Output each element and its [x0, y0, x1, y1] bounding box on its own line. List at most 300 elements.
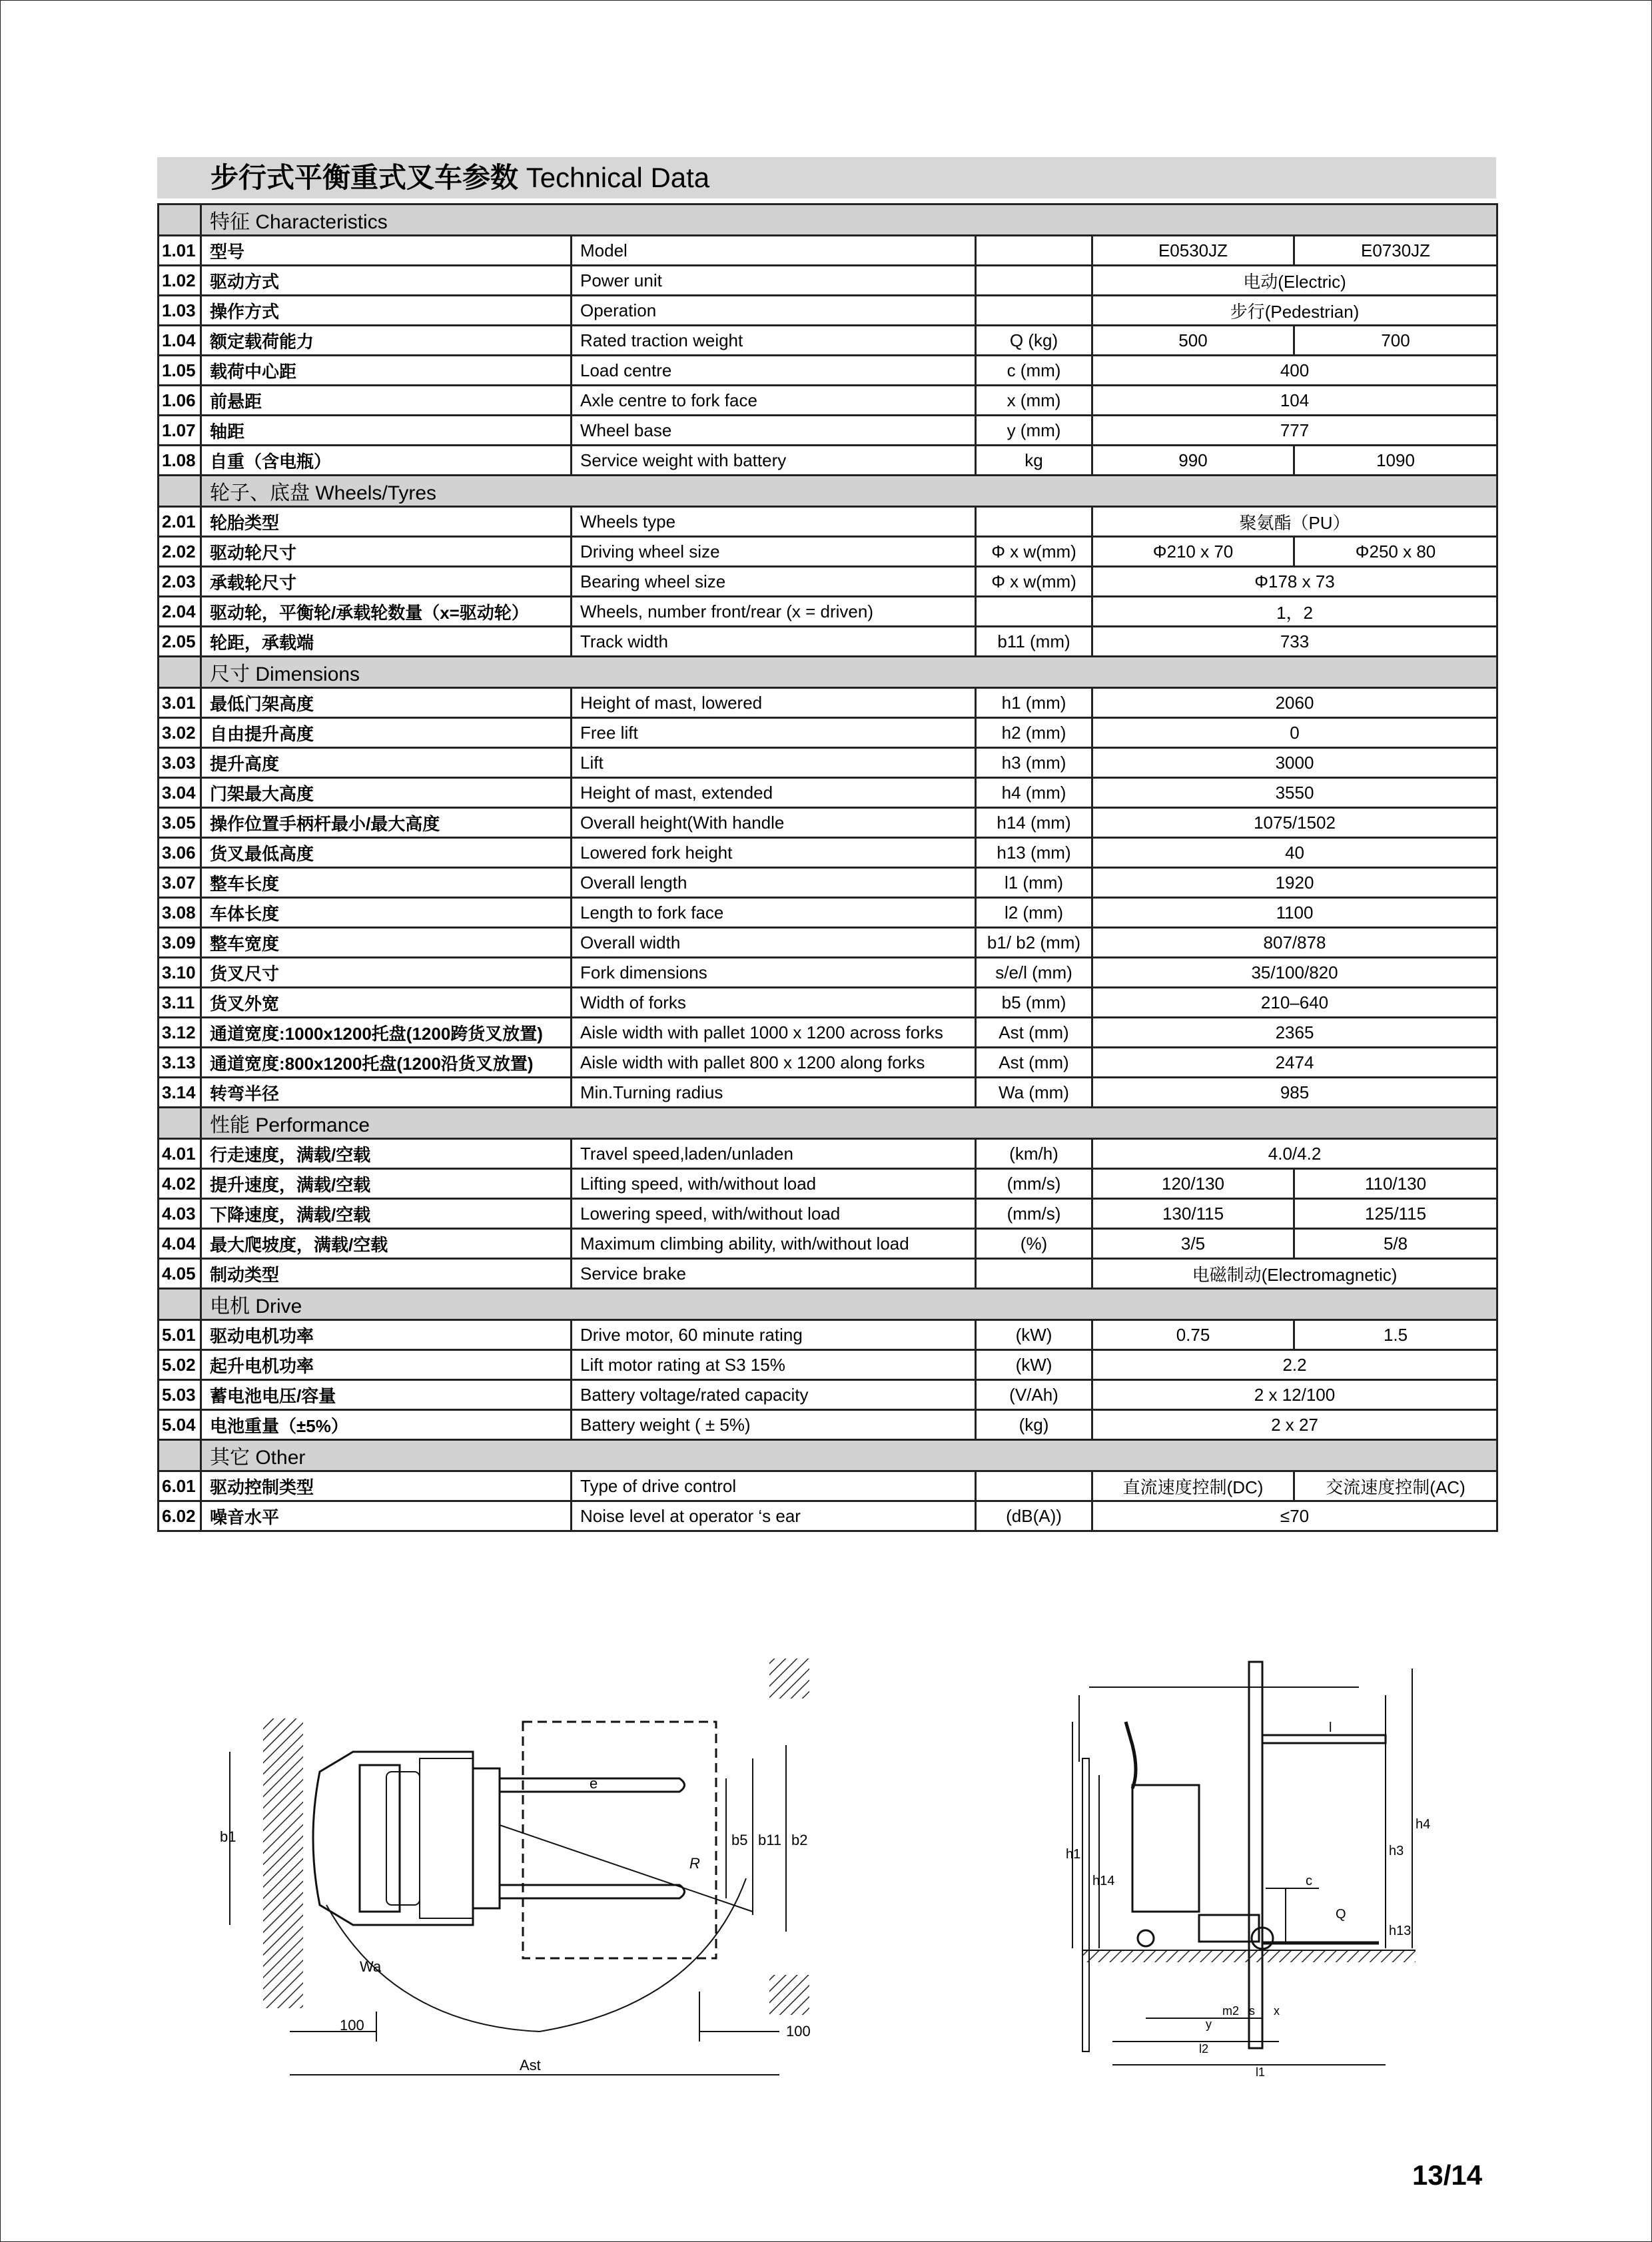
spec-value: 500: [1092, 326, 1294, 356]
wall-hatch: [263, 1718, 303, 2008]
turning-arc: [326, 1878, 746, 2032]
battery-compartment: [360, 1765, 400, 1912]
spec-name-zh: 起升电机功率: [201, 1350, 572, 1380]
spec-name-zh: 最大爬坡度，满载/空载: [201, 1229, 572, 1259]
spec-name-en: Axle centre to fork face: [572, 386, 976, 416]
dim-label-h1: h1: [1066, 1847, 1081, 1862]
dim-label-b5: b5: [731, 1832, 748, 1848]
spec-number: 1.07: [159, 416, 201, 446]
spec-value: 3000: [1092, 748, 1497, 778]
spec-row: [159, 898, 1497, 928]
spec-name-zh: 自由提升高度: [201, 718, 572, 748]
spec-name-en: Track width: [572, 627, 976, 657]
spec-row: [159, 1229, 1497, 1259]
spec-name-en: Type of drive control: [572, 1471, 976, 1501]
spec-number: 2.01: [159, 507, 201, 537]
spec-row: [159, 1199, 1497, 1229]
spec-unit: (mm/s): [976, 1169, 1092, 1199]
spec-row: [159, 567, 1497, 597]
spec-value: 985: [1092, 1078, 1497, 1108]
spec-unit: [976, 236, 1092, 266]
spec-value: 1100: [1092, 898, 1497, 928]
spec-unit: kg: [976, 446, 1092, 476]
dim-label-y: y: [1206, 2018, 1212, 2031]
wall-hatch: [769, 1659, 809, 1698]
spec-value: 3550: [1092, 778, 1497, 808]
spec-name-zh: 额定载荷能力: [201, 326, 572, 356]
section-title: 性能 Performance: [201, 1108, 1497, 1139]
section-header-row: [159, 1289, 1497, 1320]
section-spacer: [159, 204, 201, 236]
truck-body: [313, 1752, 473, 1925]
spec-unit: l2 (mm): [976, 898, 1092, 928]
spec-name-zh: 驱动控制类型: [201, 1471, 572, 1501]
wall-hatch: [769, 1975, 809, 2015]
dim-label-l2: l2: [1199, 2042, 1209, 2055]
spec-number: 4.02: [159, 1169, 201, 1199]
spec-name-en: Battery weight ( ± 5%): [572, 1410, 976, 1440]
spec-value: 2365: [1092, 1018, 1497, 1048]
spec-name-zh: 型号: [201, 236, 572, 266]
spec-number: 5.04: [159, 1410, 201, 1440]
spec-row: [159, 326, 1497, 356]
spec-value: 2060: [1092, 688, 1497, 718]
spec-unit: h1 (mm): [976, 688, 1092, 718]
spec-value: 0: [1092, 718, 1497, 748]
spec-name-en: Load centre: [572, 356, 976, 386]
spec-name-zh: 操作位置手柄杆最小/最大高度: [201, 808, 572, 838]
spec-name-en: Overall width: [572, 928, 976, 958]
spec-name-zh: 整车长度: [201, 868, 572, 898]
spec-name-en: Travel speed,laden/unladen: [572, 1139, 976, 1169]
spec-number: 1.08: [159, 446, 201, 476]
spec-unit: (V/Ah): [976, 1380, 1092, 1410]
spec-row: [159, 1169, 1497, 1199]
spec-name-en: Width of forks: [572, 988, 976, 1018]
spec-value: ≤70: [1092, 1501, 1497, 1531]
spec-value: 733: [1092, 627, 1497, 657]
spec-number: 3.10: [159, 958, 201, 988]
spec-value: 210–640: [1092, 988, 1497, 1018]
spec-number: 3.02: [159, 718, 201, 748]
spec-number: 3.11: [159, 988, 201, 1018]
spec-name-en: Power unit: [572, 266, 976, 296]
spec-name-zh: 轮距，承载端: [201, 627, 572, 657]
spec-name-zh: 驱动轮，平衡轮/承载轮数量（x=驱动轮）: [201, 597, 572, 627]
spec-value: 直流速度控制(DC): [1092, 1471, 1294, 1501]
spec-unit: (mm/s): [976, 1199, 1092, 1229]
spec-value: 1.5: [1294, 1320, 1497, 1350]
spec-unit: [976, 266, 1092, 296]
spec-value: E0730JZ: [1294, 236, 1497, 266]
spec-value: Φ178 x 73: [1092, 567, 1497, 597]
spec-unit: (km/h): [976, 1139, 1092, 1169]
spec-name-zh: 货叉外宽: [201, 988, 572, 1018]
spec-number: 1.06: [159, 386, 201, 416]
spec-name-en: Lifting speed, with/without load: [572, 1169, 976, 1199]
spec-unit: (dB(A)): [976, 1501, 1092, 1531]
spec-value: 400: [1092, 356, 1497, 386]
spec-name-en: Aisle width with pallet 800 x 1200 along forks: [572, 1048, 976, 1078]
spec-name-zh: 提升速度，满载/空载: [201, 1169, 572, 1199]
spec-row: [159, 778, 1497, 808]
spec-name-zh: 驱动轮尺寸: [201, 537, 572, 567]
spec-value: 2474: [1092, 1048, 1497, 1078]
dim-label-l: l: [1329, 1720, 1332, 1735]
spec-value: E0530JZ: [1092, 236, 1294, 266]
spec-row: [159, 1320, 1497, 1350]
section-spacer: [159, 1289, 201, 1320]
spec-number: 3.09: [159, 928, 201, 958]
dim-label-r: R: [689, 1855, 700, 1872]
spec-value: 1075/1502: [1092, 808, 1497, 838]
spec-value: 130/115: [1092, 1199, 1294, 1229]
spec-unit: c (mm): [976, 356, 1092, 386]
spec-unit: x (mm): [976, 386, 1092, 416]
spec-row: [159, 1410, 1497, 1440]
spec-unit: Ast (mm): [976, 1048, 1092, 1078]
spec-unit: (%): [976, 1229, 1092, 1259]
section-spacer: [159, 657, 201, 688]
spec-number: 3.12: [159, 1018, 201, 1048]
dim-label-b11: b11: [758, 1832, 782, 1848]
spec-number: 5.02: [159, 1350, 201, 1380]
spec-name-zh: 操作方式: [201, 296, 572, 326]
spec-row: [159, 988, 1497, 1018]
spec-unit: h13 (mm): [976, 838, 1092, 868]
spec-name-en: Lowering speed, with/without load: [572, 1199, 976, 1229]
spec-row: [159, 928, 1497, 958]
spec-value: 3/5: [1092, 1229, 1294, 1259]
spec-unit: h3 (mm): [976, 748, 1092, 778]
spec-name-en: Overall length: [572, 868, 976, 898]
spec-name-en: Battery voltage/rated capacity: [572, 1380, 976, 1410]
spec-name-en: Length to fork face: [572, 898, 976, 928]
spec-row: [159, 507, 1497, 537]
spec-name-en: Lift motor rating at S3 15%: [572, 1350, 976, 1380]
spec-name-en: Wheels type: [572, 507, 976, 537]
spec-value: 807/878: [1092, 928, 1497, 958]
spec-table-body: [159, 204, 1497, 1531]
spec-name-zh: 载荷中心距: [201, 356, 572, 386]
spec-value: Φ210 x 70: [1092, 537, 1294, 567]
spec-name-zh: 门架最大高度: [201, 778, 572, 808]
spec-value: 125/115: [1294, 1199, 1497, 1229]
spec-unit: y (mm): [976, 416, 1092, 446]
section-spacer: [159, 1108, 201, 1139]
section-header-row: [159, 657, 1497, 688]
spec-number: 5.01: [159, 1320, 201, 1350]
spec-row: [159, 1018, 1497, 1048]
mast: [1249, 1662, 1262, 2048]
spec-name-en: Height of mast, lowered: [572, 688, 976, 718]
spec-number: 3.06: [159, 838, 201, 868]
section-header-row: [159, 1108, 1497, 1139]
side-view-diagram: [1066, 1655, 1439, 2095]
spec-row: [159, 386, 1497, 416]
spec-name-zh: 提升高度: [201, 748, 572, 778]
spec-name-en: Service weight with battery: [572, 446, 976, 476]
truck-body: [1132, 1785, 1199, 1912]
spec-value: 777: [1092, 416, 1497, 446]
spec-name-en: Fork dimensions: [572, 958, 976, 988]
spec-name-en: Bearing wheel size: [572, 567, 976, 597]
dim-label-e: e: [590, 1775, 598, 1792]
pallet-outline: [523, 1722, 716, 1958]
spec-name-en: Operation: [572, 296, 976, 326]
spec-row: [159, 296, 1497, 326]
section-header-row: [159, 1440, 1497, 1471]
spec-number: 3.13: [159, 1048, 201, 1078]
spec-name-en: Maximum climbing ability, with/without load: [572, 1229, 976, 1259]
spec-number: 3.03: [159, 748, 201, 778]
spec-unit: h14 (mm): [976, 808, 1092, 838]
spec-unit: (kg): [976, 1410, 1092, 1440]
mast: [473, 1768, 500, 1908]
spec-number: 1.02: [159, 266, 201, 296]
dim-label-h4: h4: [1416, 1817, 1431, 1832]
spec-name-en: Aisle width with pallet 1000 x 1200 across forks: [572, 1018, 976, 1048]
fork-bottom: [500, 1885, 685, 1898]
spec-value: 0.75: [1092, 1320, 1294, 1350]
dim-label-s: s: [1249, 2004, 1255, 2018]
spec-name-zh: 电池重量（±5%）: [201, 1410, 572, 1440]
dim-label-l1: l1: [1256, 2065, 1266, 2079]
spec-number: 4.03: [159, 1199, 201, 1229]
spec-row: [159, 958, 1497, 988]
dim-label-m2: m2: [1222, 2004, 1240, 2018]
spec-value: 1，2: [1092, 597, 1497, 627]
spec-row: [159, 1048, 1497, 1078]
spec-value: 1090: [1294, 446, 1497, 476]
spec-name-en: Driving wheel size: [572, 537, 976, 567]
spec-value: 40: [1092, 838, 1497, 868]
spec-row: [159, 868, 1497, 898]
spec-number: 2.02: [159, 537, 201, 567]
spec-unit: Φ x w(mm): [976, 537, 1092, 567]
spec-row: [159, 627, 1497, 657]
spec-unit: [976, 1471, 1092, 1501]
spec-value: 交流速度控制(AC): [1294, 1471, 1497, 1501]
spec-name-zh: 前悬距: [201, 386, 572, 416]
spec-value: 2 x 27: [1092, 1410, 1497, 1440]
spec-value: 2 x 12/100: [1092, 1380, 1497, 1410]
section-title: 轮子、底盘 Wheels/Tyres: [201, 476, 1497, 507]
spec-unit: Q (kg): [976, 326, 1092, 356]
spec-value: 1920: [1092, 868, 1497, 898]
page-title: [157, 157, 1496, 198]
spec-number: 4.04: [159, 1229, 201, 1259]
spec-number: 5.03: [159, 1380, 201, 1410]
spec-name-en: Model: [572, 236, 976, 266]
spec-number: 3.01: [159, 688, 201, 718]
floor-hatch: [1082, 1950, 1416, 1962]
spec-value: 5/8: [1294, 1229, 1497, 1259]
spec-row: [159, 1501, 1497, 1531]
spec-row: [159, 838, 1497, 868]
section-header-row: [159, 204, 1497, 236]
spec-name-zh: 制动类型: [201, 1259, 572, 1289]
spec-number: 3.05: [159, 808, 201, 838]
spec-number: 2.04: [159, 597, 201, 627]
spec-number: 1.05: [159, 356, 201, 386]
page-title-zh: 步行式平衡重式叉车参数: [210, 162, 519, 193]
spec-name-zh: 车体长度: [201, 898, 572, 928]
page-title-en: Technical Data: [526, 162, 710, 193]
section-title: 其它 Other: [201, 1440, 1497, 1471]
spec-name-zh: 最低门架高度: [201, 688, 572, 718]
section-spacer: [159, 476, 201, 507]
spec-name-en: Rated traction weight: [572, 326, 976, 356]
spec-unit: l1 (mm): [976, 868, 1092, 898]
spec-value: 聚氨酯（PU）: [1092, 507, 1497, 537]
spec-row: [159, 808, 1497, 838]
spec-row: [159, 1139, 1497, 1169]
spec-unit: Φ x w(mm): [976, 567, 1092, 597]
spec-name-zh: 噪音水平: [201, 1501, 572, 1531]
spec-row: [159, 236, 1497, 266]
spec-name-en: Wheels, number front/rear (x = driven): [572, 597, 976, 627]
spec-unit: [976, 507, 1092, 537]
spec-name-zh: 轴距: [201, 416, 572, 446]
dim-label-b2: b2: [791, 1832, 808, 1848]
spec-unit: s/e/l (mm): [976, 958, 1092, 988]
spec-value: 110/130: [1294, 1169, 1497, 1199]
spec-name-zh: 转弯半径: [201, 1078, 572, 1108]
spec-value: 4.0/4.2: [1092, 1139, 1497, 1169]
spec-name-en: Overall height(With handle: [572, 808, 976, 838]
spec-unit: h4 (mm): [976, 778, 1092, 808]
dim-label-100-left: 100: [340, 2017, 364, 2034]
spec-name-en: Noise level at operator ‘s ear: [572, 1501, 976, 1531]
dim-label-100-right: 100: [786, 2023, 811, 2040]
spec-row: [159, 446, 1497, 476]
spec-name-zh: 下降速度，满载/空载: [201, 1199, 572, 1229]
spec-unit: Wa (mm): [976, 1078, 1092, 1108]
spec-value: 104: [1092, 386, 1497, 416]
handle: [1126, 1722, 1136, 1788]
spec-number: 6.02: [159, 1501, 201, 1531]
dim-label-q: Q: [1336, 1907, 1346, 1922]
spec-number: 3.04: [159, 778, 201, 808]
section-title: 尺寸 Dimensions: [201, 657, 1497, 688]
spec-name-zh: 轮胎类型: [201, 507, 572, 537]
spec-unit: Ast (mm): [976, 1018, 1092, 1048]
dim-label-h3: h3: [1389, 1844, 1404, 1858]
spec-number: 2.03: [159, 567, 201, 597]
spec-table: [157, 203, 1498, 1532]
spec-name-zh: 承载轮尺寸: [201, 567, 572, 597]
dim-label-x: x: [1274, 2004, 1280, 2018]
section-spacer: [159, 1440, 201, 1471]
spec-name-en: Lift: [572, 748, 976, 778]
spec-name-zh: 蓄电池电压/容量: [201, 1380, 572, 1410]
dim-label-c: c: [1306, 1874, 1312, 1888]
spec-row: [159, 1259, 1497, 1289]
spec-number: 3.08: [159, 898, 201, 928]
spec-value: 120/130: [1092, 1169, 1294, 1199]
spec-unit: (kW): [976, 1320, 1092, 1350]
spec-name-zh: 整车宽度: [201, 928, 572, 958]
spec-value: 35/100/820: [1092, 958, 1497, 988]
dim-label-h13: h13: [1389, 1924, 1412, 1938]
spec-number: 2.05: [159, 627, 201, 657]
spec-name-en: Height of mast, extended: [572, 778, 976, 808]
spec-unit: b1/ b2 (mm): [976, 928, 1092, 958]
spec-value: 2.2: [1092, 1350, 1497, 1380]
spec-name-zh: 行走速度，满载/空载: [201, 1139, 572, 1169]
spec-number: 1.03: [159, 296, 201, 326]
spec-unit: [976, 597, 1092, 627]
spec-name-en: Free lift: [572, 718, 976, 748]
page-number: 13/14: [1412, 2159, 1483, 2191]
spec-name-zh: 驱动电机功率: [201, 1320, 572, 1350]
spec-number: 3.07: [159, 868, 201, 898]
spec-number: 1.01: [159, 236, 201, 266]
spec-name-zh: 货叉最低高度: [201, 838, 572, 868]
spec-unit: b5 (mm): [976, 988, 1092, 1018]
spec-row: [159, 537, 1497, 567]
spec-value: 步行(Pedestrian): [1092, 296, 1497, 326]
dim-label-ast: Ast: [520, 2057, 541, 2073]
spec-number: 4.01: [159, 1139, 201, 1169]
spec-number: 6.01: [159, 1471, 201, 1501]
spec-value: 电磁制动(Electromagnetic): [1092, 1259, 1497, 1289]
spec-name-zh: 驱动方式: [201, 266, 572, 296]
dim-label-b1: b1: [220, 1828, 236, 1845]
spec-value: 990: [1092, 446, 1294, 476]
section-title: 特征 Characteristics: [201, 204, 1497, 236]
dim-label-h14: h14: [1092, 1874, 1115, 1888]
spec-name-en: Min.Turning radius: [572, 1078, 976, 1108]
spec-unit: [976, 1259, 1092, 1289]
spec-row: [159, 356, 1497, 386]
spec-value: Φ250 x 80: [1294, 537, 1497, 567]
spec-number: 4.05: [159, 1259, 201, 1289]
spec-value: 700: [1294, 326, 1497, 356]
spec-row: [159, 1350, 1497, 1380]
spec-unit: [976, 296, 1092, 326]
spec-unit: h2 (mm): [976, 718, 1092, 748]
spec-name-en: Lowered fork height: [572, 838, 976, 868]
spec-name-zh: 通道宽度:800x1200托盘(1200沿货叉放置): [201, 1048, 572, 1078]
spec-row: [159, 1078, 1497, 1108]
spec-unit: b11 (mm): [976, 627, 1092, 657]
dim-label-wa: Wa: [360, 1958, 382, 1975]
spec-unit: (kW): [976, 1350, 1092, 1380]
spec-row: [159, 416, 1497, 446]
spec-name-en: Service brake: [572, 1259, 976, 1289]
spec-row: [159, 1471, 1497, 1501]
section-title: 电机 Drive: [201, 1289, 1497, 1320]
spec-name-en: Drive motor, 60 minute rating: [572, 1320, 976, 1350]
spec-row: [159, 597, 1497, 627]
plan-view-diagram: [220, 1659, 819, 2091]
spec-row: [159, 1380, 1497, 1410]
spec-name-zh: 通道宽度:1000x1200托盘(1200跨货叉放置): [201, 1018, 572, 1048]
spec-value: 电动(Electric): [1092, 266, 1497, 296]
spec-name-en: Wheel base: [572, 416, 976, 446]
spec-name-zh: 货叉尺寸: [201, 958, 572, 988]
spec-row: [159, 718, 1497, 748]
section-header-row: [159, 476, 1497, 507]
spec-name-zh: 自重（含电瓶）: [201, 446, 572, 476]
spec-row: [159, 748, 1497, 778]
spec-number: 3.14: [159, 1078, 201, 1108]
spec-row: [159, 266, 1497, 296]
spec-row: [159, 688, 1497, 718]
spec-number: 1.04: [159, 326, 201, 356]
